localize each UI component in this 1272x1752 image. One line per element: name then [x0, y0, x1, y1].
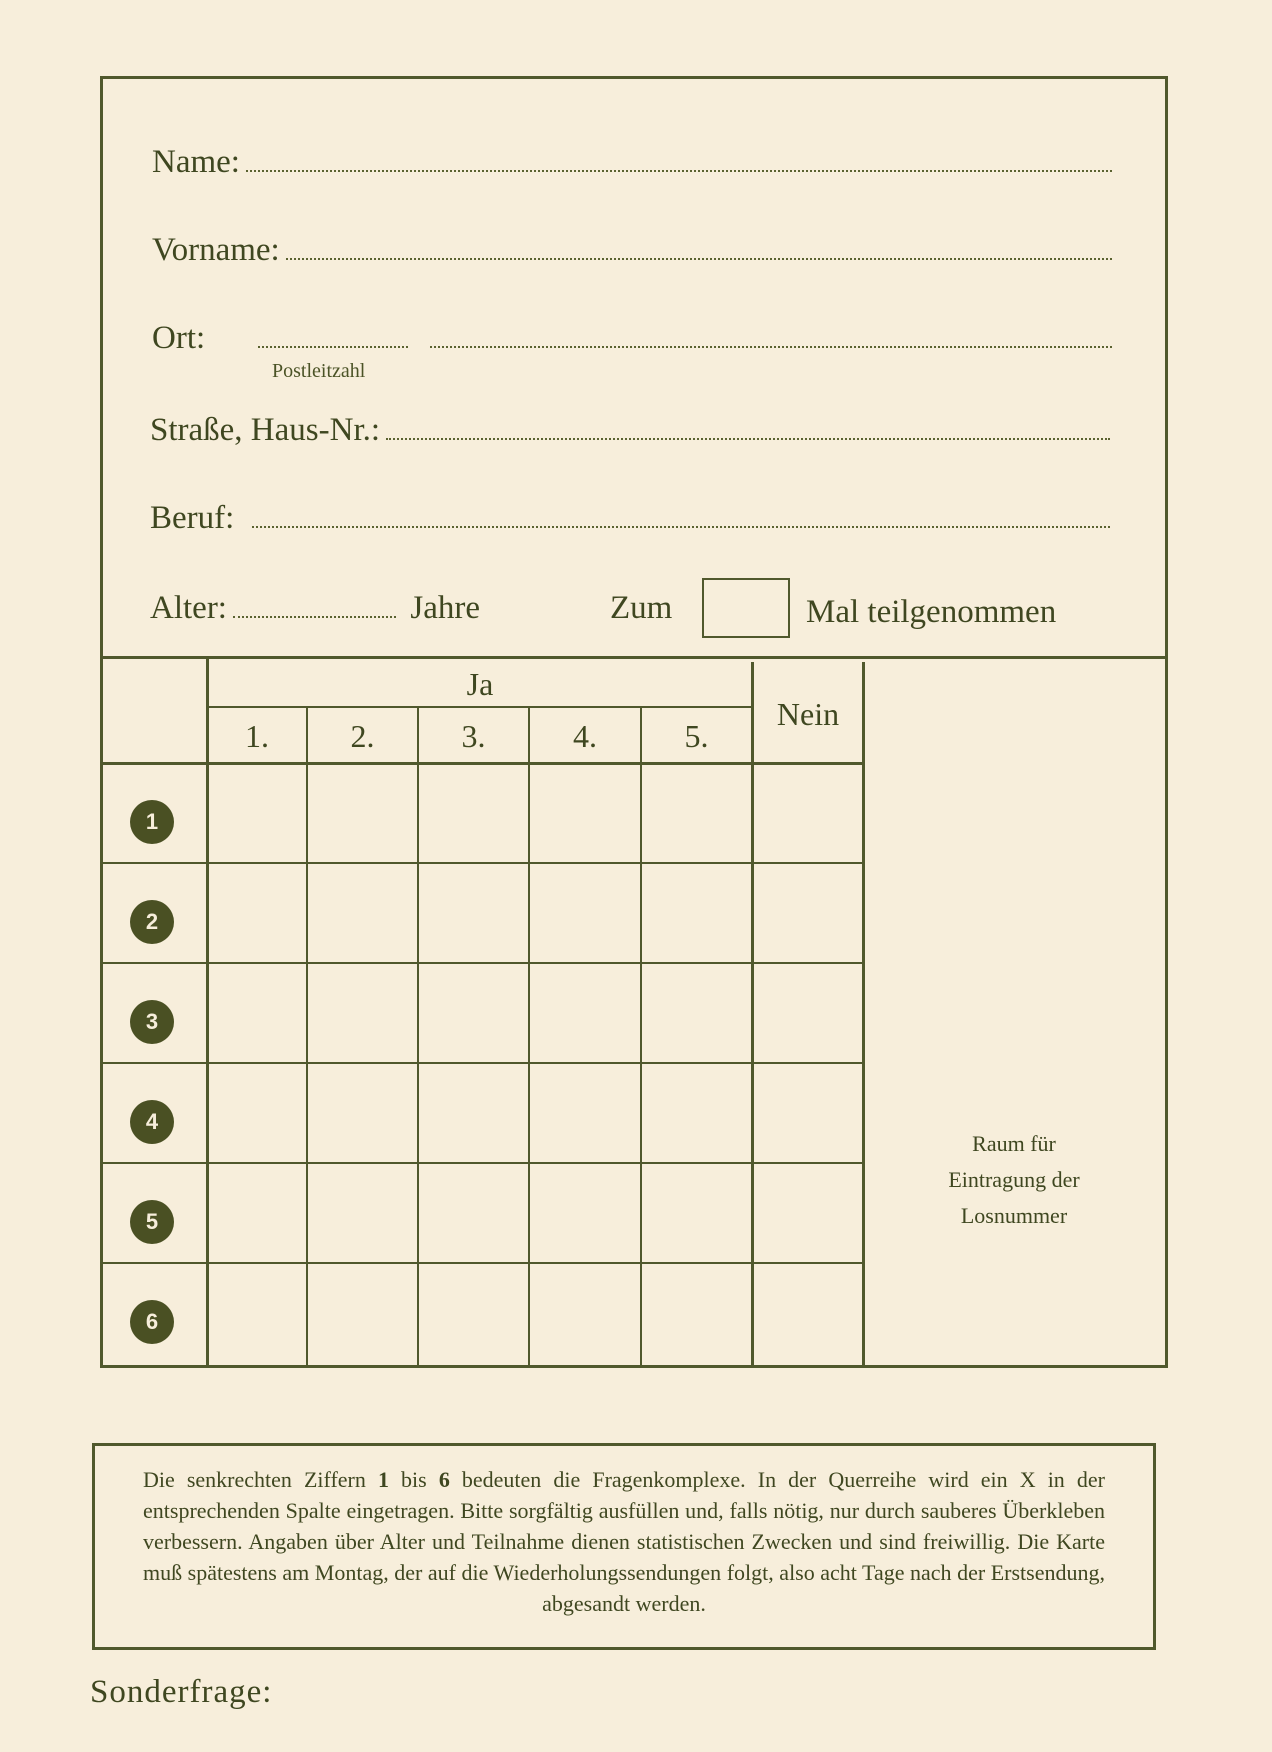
grid-line	[100, 962, 865, 964]
nein-header: Nein	[776, 696, 840, 732]
jahre-label: Jahre	[410, 590, 480, 626]
grid-line	[751, 662, 754, 1365]
ort-input-line[interactable]	[430, 345, 1112, 348]
row-number-6: 6	[130, 1300, 174, 1344]
instructions-num-6: 6	[438, 1467, 450, 1492]
grid-line	[862, 662, 865, 1365]
side-note-line-1: Raum für	[972, 1131, 1056, 1156]
questionnaire-card	[100, 76, 1166, 1660]
grid-line	[100, 1162, 865, 1164]
instructions-box	[92, 1443, 1156, 1650]
beruf-input-line[interactable]	[252, 525, 1110, 528]
column-header-5: 5.	[684, 718, 709, 754]
ja-header: Ja	[466, 666, 494, 702]
alter-input-line[interactable]	[233, 615, 396, 618]
alter-row	[150, 590, 480, 627]
column-header-4: 4.	[573, 718, 597, 754]
vorname-label: Vorname:	[152, 232, 280, 268]
side-note-line-2: Eintragung der	[948, 1167, 1080, 1192]
vorname-input-line[interactable]	[286, 257, 1112, 260]
instructions-text-1: Die senkrechten Ziffern	[143, 1467, 378, 1492]
column-header-3: 3.	[461, 718, 486, 754]
grid-line	[640, 706, 642, 1365]
side-note-line-3: Losnummer	[960, 1203, 1068, 1228]
participation-count-box[interactable]	[702, 578, 790, 638]
instructions-text-2: bis	[388, 1467, 439, 1492]
postleitzahl-input-line[interactable]	[258, 345, 408, 348]
name-label: Name:	[152, 144, 240, 180]
strasse-row	[150, 412, 1110, 449]
ort-label: Ort:	[152, 320, 206, 356]
instructions-num-1: 1	[377, 1467, 389, 1492]
strasse-label: Straße, Haus-Nr.:	[150, 412, 381, 448]
grid-line	[417, 706, 419, 1365]
grid-line	[100, 1262, 865, 1264]
column-header-1: 1.	[245, 718, 269, 754]
postleitzahl-label: Postleitzahl	[272, 360, 366, 382]
grid-line	[100, 762, 865, 765]
zum-label: Zum	[610, 590, 673, 626]
vorname-row	[152, 232, 1112, 269]
strasse-input-line[interactable]	[386, 437, 1110, 440]
grid-line	[206, 706, 754, 708]
row-number-4: 4	[130, 1100, 174, 1144]
grid-line	[306, 706, 308, 1365]
instructions-text-3: bedeuten die Fragenkomplexe. In der Querreihe wird ein X in der entsprechenden Spalte eingetragen. Bitte sorgfältig ausfüllen und, falls nötig, nur durch sauberes Überkleben verbessern. Angaben über Alter und Teilnahme dienen statistischen Zwecken und sind freiwillig. Die Karte muß spätestens am Montag, der auf die Wiederholungssendungen folgt, also acht Tage nach der Erstsendung, abgesandt werden.	[143, 1467, 1105, 1616]
row-number-1: 1	[130, 800, 174, 844]
grid-line	[100, 862, 865, 864]
row-number-5: 5	[130, 1200, 174, 1244]
sonderfrage-label: Sonderfrage:	[90, 1674, 273, 1710]
alter-label: Alter:	[150, 590, 227, 626]
name-input-line[interactable]	[246, 169, 1112, 172]
beruf-label: Beruf:	[150, 500, 235, 536]
row-number-3: 3	[130, 1000, 174, 1044]
ort-row	[152, 320, 1112, 357]
row-number-2: 2	[130, 900, 174, 944]
beruf-row	[150, 500, 1110, 537]
name-row	[152, 144, 1112, 181]
grid-line	[528, 706, 530, 1365]
losnummer-area	[866, 1126, 1162, 1234]
mal-teilgenommen-label: Mal teilgenommen	[806, 594, 1057, 630]
column-header-2: 2.	[350, 718, 375, 754]
grid-line	[100, 1062, 865, 1064]
